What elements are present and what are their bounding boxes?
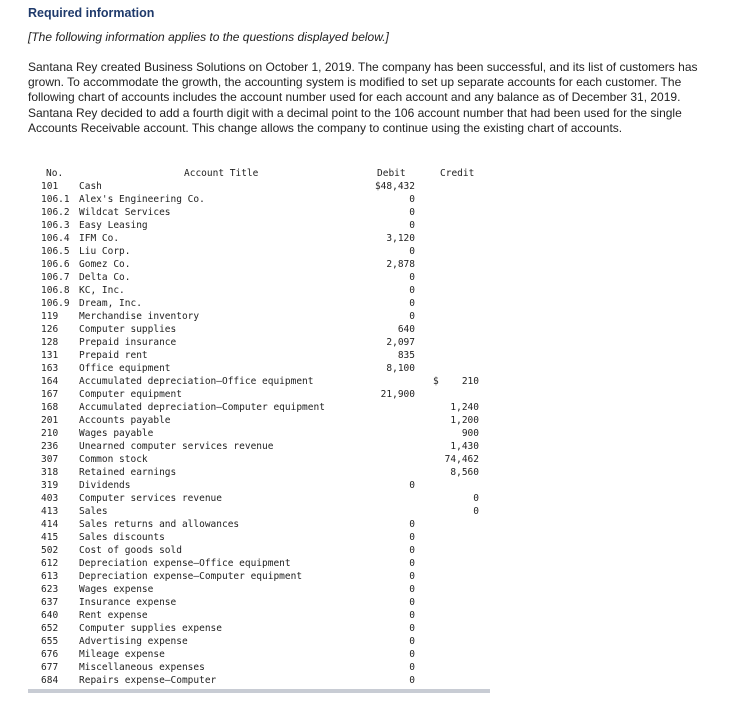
- debit-amount: 0: [409, 558, 415, 569]
- account-row: [28, 232, 490, 245]
- account-title: Alex's Engineering Co.: [79, 194, 205, 205]
- account-row: [28, 245, 490, 258]
- account-row: [28, 180, 490, 193]
- account-title: Sales: [79, 506, 108, 517]
- account-number: 106.1: [41, 194, 70, 205]
- account-title: Wildcat Services: [79, 207, 171, 218]
- problem-description: Santana Rey created Business Solutions on October 1, 2019. The company has been successful, and its list of customers has grown. To accommodate the growth, the accounting system is modified to set up separate accounts for each customer. The following chart of accounts includes the account number used for each account and any balance as of December 31, 2019. Santana Rey decided to add a fourth digit with a decimal point to the 106 account number that had been used for the single Accounts Receivable account. This change allows the company to continue using the existing chart of accounts.: [28, 60, 698, 135]
- account-row: [28, 674, 490, 687]
- account-row: [28, 193, 490, 206]
- account-number: 319: [41, 480, 59, 491]
- account-row: [28, 648, 490, 661]
- account-number: 637: [41, 597, 59, 608]
- account-title: Dream, Inc.: [79, 298, 142, 309]
- account-row: [28, 466, 490, 479]
- account-row: [28, 271, 490, 284]
- account-number: 106.5: [41, 246, 70, 257]
- account-row: [28, 323, 490, 336]
- account-row: [28, 596, 490, 609]
- account-title: Sales discounts: [79, 532, 165, 543]
- account-number: 210: [41, 428, 59, 439]
- debit-amount: 0: [409, 571, 415, 582]
- account-title: Depreciation expense—Office equipment: [79, 558, 291, 569]
- account-number: 413: [41, 506, 59, 517]
- account-row: [28, 518, 490, 531]
- account-title: Delta Co.: [79, 272, 131, 283]
- account-number: 612: [41, 558, 59, 569]
- account-row: [28, 440, 490, 453]
- instructions-note: [The following information applies to the questions displayed below.]: [28, 30, 389, 44]
- debit-amount: 0: [409, 194, 415, 205]
- account-row: [28, 297, 490, 310]
- credit-amount: 74,462: [444, 454, 479, 465]
- debit-amount: 0: [409, 623, 415, 634]
- debit-amount: 0: [409, 610, 415, 621]
- account-number: 131: [41, 350, 59, 361]
- account-number: 119: [41, 311, 59, 322]
- account-number: 164: [41, 376, 59, 387]
- debit-amount: 8,100: [386, 363, 415, 374]
- account-number: 236: [41, 441, 59, 452]
- account-row: [28, 492, 490, 505]
- debit-amount: 0: [409, 207, 415, 218]
- account-row: [28, 219, 490, 232]
- account-number: 613: [41, 571, 59, 582]
- account-row: [28, 427, 490, 440]
- debit-amount: 0: [409, 285, 415, 296]
- account-row: [28, 635, 490, 648]
- account-row: [28, 388, 490, 401]
- account-number: 168: [41, 402, 59, 413]
- debit-amount: 640: [397, 324, 415, 335]
- account-row: [28, 505, 490, 518]
- credit-amount: 1,430: [450, 441, 479, 452]
- debit-amount: $48,432: [374, 181, 415, 192]
- account-row: [28, 557, 490, 570]
- account-title: Dividends: [79, 480, 131, 491]
- debit-amount: 0: [409, 519, 415, 530]
- account-number: 684: [41, 675, 59, 686]
- credit-amount: 8,560: [450, 467, 479, 478]
- debit-amount: 2,097: [386, 337, 415, 348]
- account-title: Unearned computer services revenue: [79, 441, 274, 452]
- column-header-account-title: Account Title: [184, 168, 259, 179]
- account-row: [28, 544, 490, 557]
- debit-amount: 0: [409, 480, 415, 491]
- account-number: 623: [41, 584, 59, 595]
- account-number: 101: [41, 181, 59, 192]
- account-number: 106.8: [41, 285, 70, 296]
- debit-amount: 3,120: [386, 233, 415, 244]
- account-row: [28, 336, 490, 349]
- account-number: 126: [41, 324, 59, 335]
- debit-amount: 0: [409, 597, 415, 608]
- account-title: KC, Inc.: [79, 285, 125, 296]
- account-title: Mileage expense: [79, 649, 165, 660]
- account-row: [28, 583, 490, 596]
- account-row: [28, 622, 490, 635]
- column-header-no: No.: [46, 168, 64, 179]
- account-number: 106.7: [41, 272, 70, 283]
- account-title: Sales returns and allowances: [79, 519, 240, 530]
- debit-amount: 0: [409, 298, 415, 309]
- credit-currency-symbol: $: [433, 376, 439, 387]
- account-number: 106.6: [41, 259, 70, 270]
- account-row: [28, 375, 490, 388]
- account-title: Merchandise inventory: [79, 311, 200, 322]
- debit-amount: 0: [409, 636, 415, 647]
- account-row: [28, 310, 490, 323]
- required-information-heading: Required information: [28, 6, 155, 20]
- column-header-credit: Credit: [440, 168, 475, 179]
- account-number: 652: [41, 623, 59, 634]
- debit-amount: 0: [409, 584, 415, 595]
- account-title: Accumulated depreciation—Computer equipment: [79, 402, 325, 413]
- account-title: Accumulated depreciation—Office equipment: [79, 376, 314, 387]
- account-row: [28, 479, 490, 492]
- account-title: Office equipment: [79, 363, 171, 374]
- account-number: 415: [41, 532, 59, 543]
- account-number: 502: [41, 545, 59, 556]
- account-title: IFM Co.: [79, 233, 120, 244]
- account-number: 307: [41, 454, 59, 465]
- account-number: 655: [41, 636, 59, 647]
- account-row: [28, 609, 490, 622]
- debit-amount: 21,900: [380, 389, 415, 400]
- account-title: Retained earnings: [79, 467, 177, 478]
- debit-amount: 0: [409, 272, 415, 283]
- account-row: [28, 284, 490, 297]
- account-title: Gomez Co.: [79, 259, 131, 270]
- account-title: Prepaid rent: [79, 350, 148, 361]
- debit-amount: 0: [409, 545, 415, 556]
- account-title: Insurance expense: [79, 597, 177, 608]
- account-row: [28, 453, 490, 466]
- account-number: 318: [41, 467, 59, 478]
- debit-amount: 0: [409, 662, 415, 673]
- credit-amount: 210: [461, 376, 479, 387]
- account-number: 640: [41, 610, 59, 621]
- account-title: Accounts payable: [79, 415, 171, 426]
- account-number: 128: [41, 337, 59, 348]
- account-number: 106.2: [41, 207, 70, 218]
- debit-amount: 0: [409, 675, 415, 686]
- account-number: 201: [41, 415, 59, 426]
- account-number: 677: [41, 662, 59, 673]
- account-number: 106.3: [41, 220, 70, 231]
- account-title: Repairs expense—Computer: [79, 675, 217, 686]
- account-number: 676: [41, 649, 59, 660]
- table-bottom-rule: [28, 689, 490, 693]
- account-row: [28, 414, 490, 427]
- account-title: Prepaid insurance: [79, 337, 177, 348]
- account-title: Rent expense: [79, 610, 148, 621]
- account-title: Computer supplies: [79, 324, 177, 335]
- debit-amount: 0: [409, 311, 415, 322]
- account-row: [28, 206, 490, 219]
- account-row: [28, 661, 490, 674]
- chart-of-accounts: [28, 160, 490, 695]
- debit-amount: 0: [409, 220, 415, 231]
- account-title: Computer services revenue: [79, 493, 222, 504]
- account-number: 106.4: [41, 233, 70, 244]
- account-title: Advertising expense: [79, 636, 188, 647]
- account-number: 414: [41, 519, 59, 530]
- credit-amount: 1,200: [450, 415, 479, 426]
- account-number: 167: [41, 389, 59, 400]
- account-row: [28, 570, 490, 583]
- credit-amount: 1,240: [450, 402, 479, 413]
- account-title: Miscellaneous expenses: [79, 662, 205, 673]
- account-title: Computer supplies expense: [79, 623, 222, 634]
- account-row: [28, 362, 490, 375]
- account-title: Liu Corp.: [79, 246, 131, 257]
- account-title: Computer equipment: [79, 389, 182, 400]
- credit-amount: 0: [473, 506, 479, 517]
- account-title: Cash: [79, 181, 102, 192]
- account-title: Depreciation expense—Computer equipment: [79, 571, 303, 582]
- debit-amount: 0: [409, 649, 415, 660]
- account-number: 106.9: [41, 298, 70, 309]
- account-row: [28, 531, 490, 544]
- account-row: [28, 401, 490, 414]
- credit-amount: 0: [473, 493, 479, 504]
- account-number: 403: [41, 493, 59, 504]
- credit-amount: 900: [461, 428, 479, 439]
- debit-amount: 0: [409, 532, 415, 543]
- account-title: Cost of goods sold: [79, 545, 182, 556]
- debit-amount: 0: [409, 246, 415, 257]
- account-title: Wages expense: [79, 584, 154, 595]
- column-header-debit: Debit: [377, 168, 406, 179]
- account-row: [28, 258, 490, 271]
- account-title: Wages payable: [79, 428, 154, 439]
- debit-amount: 835: [397, 350, 415, 361]
- debit-amount: 2,878: [386, 259, 415, 270]
- account-row: [28, 349, 490, 362]
- account-title: Easy Leasing: [79, 220, 148, 231]
- account-title: Common stock: [79, 454, 148, 465]
- account-number: 163: [41, 363, 59, 374]
